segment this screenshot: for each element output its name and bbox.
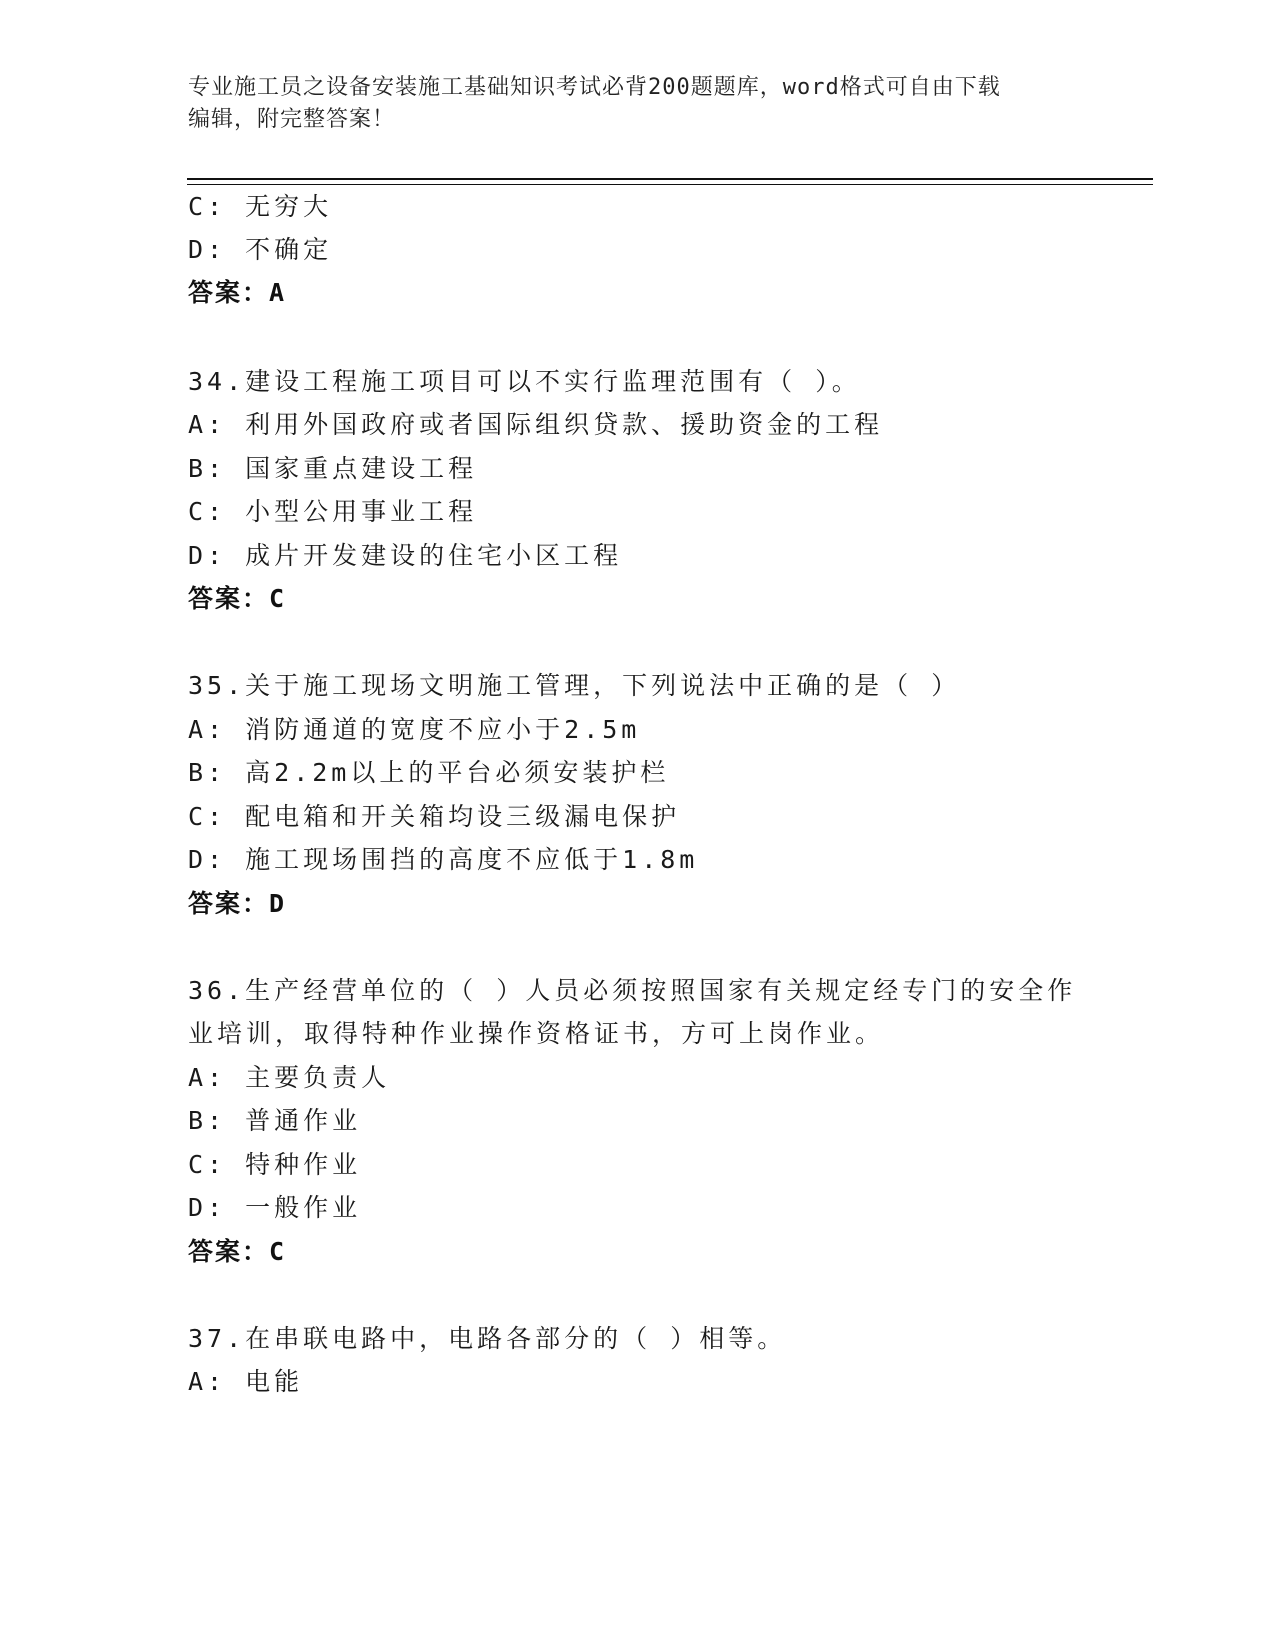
q34-option-d: D: 成片开发建设的住宅小区工程 — [188, 541, 623, 570]
answer-label: 答案： — [188, 1237, 270, 1266]
q35-option-d: D: 施工现场围挡的高度不应低于1.8m — [188, 845, 699, 874]
header-divider-thin — [187, 184, 1153, 185]
q37-stem: 37.在串联电路中，电路各部分的（ ）相等。 — [188, 1324, 787, 1353]
answer-value: C — [269, 584, 287, 613]
q35-stem: 35.关于施工现场文明施工管理，下列说法中正确的是（ ） — [188, 671, 961, 700]
answer-value: A — [269, 278, 287, 307]
header-divider-thick — [187, 178, 1153, 180]
q35-option-a: A: 消防通道的宽度不应小于2.5m — [188, 715, 641, 744]
q35-option-b: B: 高2.2m以上的平台必须安装护栏 — [188, 758, 670, 787]
q36-answer — [188, 1235, 286, 1269]
q34-answer — [188, 582, 286, 616]
q33-option-d: D: 不确定 — [188, 235, 333, 264]
document-header — [188, 72, 1088, 136]
header-title-line2: 编辑，附完整答案！ — [188, 107, 396, 132]
q35-option-c: C: 配电箱和开关箱均设三级漏电保护 — [188, 802, 681, 831]
q34-option-c: C: 小型公用事业工程 — [188, 497, 478, 526]
q36-option-d: D: 一般作业 — [188, 1193, 362, 1222]
answer-value: D — [269, 889, 287, 918]
header-title-line1: 专业施工员之设备安装施工基础知识考试必背200题题库，word格式可自由下载 — [188, 75, 1001, 100]
q34-stem: 34.建设工程施工项目可以不实行监理范围有（ ）。 — [188, 367, 861, 396]
q36-option-a: A: 主要负责人 — [188, 1063, 391, 1092]
q34-option-a: A: 利用外国政府或者国际组织贷款、援助资金的工程 — [188, 410, 884, 439]
q35-answer — [188, 887, 286, 921]
q37-option-a: A: 电能 — [188, 1367, 304, 1396]
q33-answer — [188, 276, 286, 310]
q33-option-c: C: 无穷大 — [188, 192, 333, 221]
answer-value: C — [269, 1237, 287, 1266]
q36-option-b: B: 普通作业 — [188, 1106, 362, 1135]
q36-stem-line1: 36.生产经营单位的（ ）人员必须按照国家有关规定经专门的安全作 — [188, 976, 1077, 1005]
q34-option-b: B: 国家重点建设工程 — [188, 454, 478, 483]
answer-label: 答案： — [188, 278, 270, 307]
q36-option-c: C: 特种作业 — [188, 1150, 362, 1179]
answer-label: 答案： — [188, 889, 270, 918]
answer-label: 答案： — [188, 584, 270, 613]
q36-stem-line2: 业培训，取得特种作业操作资格证书，方可上岗作业。 — [188, 1019, 885, 1048]
